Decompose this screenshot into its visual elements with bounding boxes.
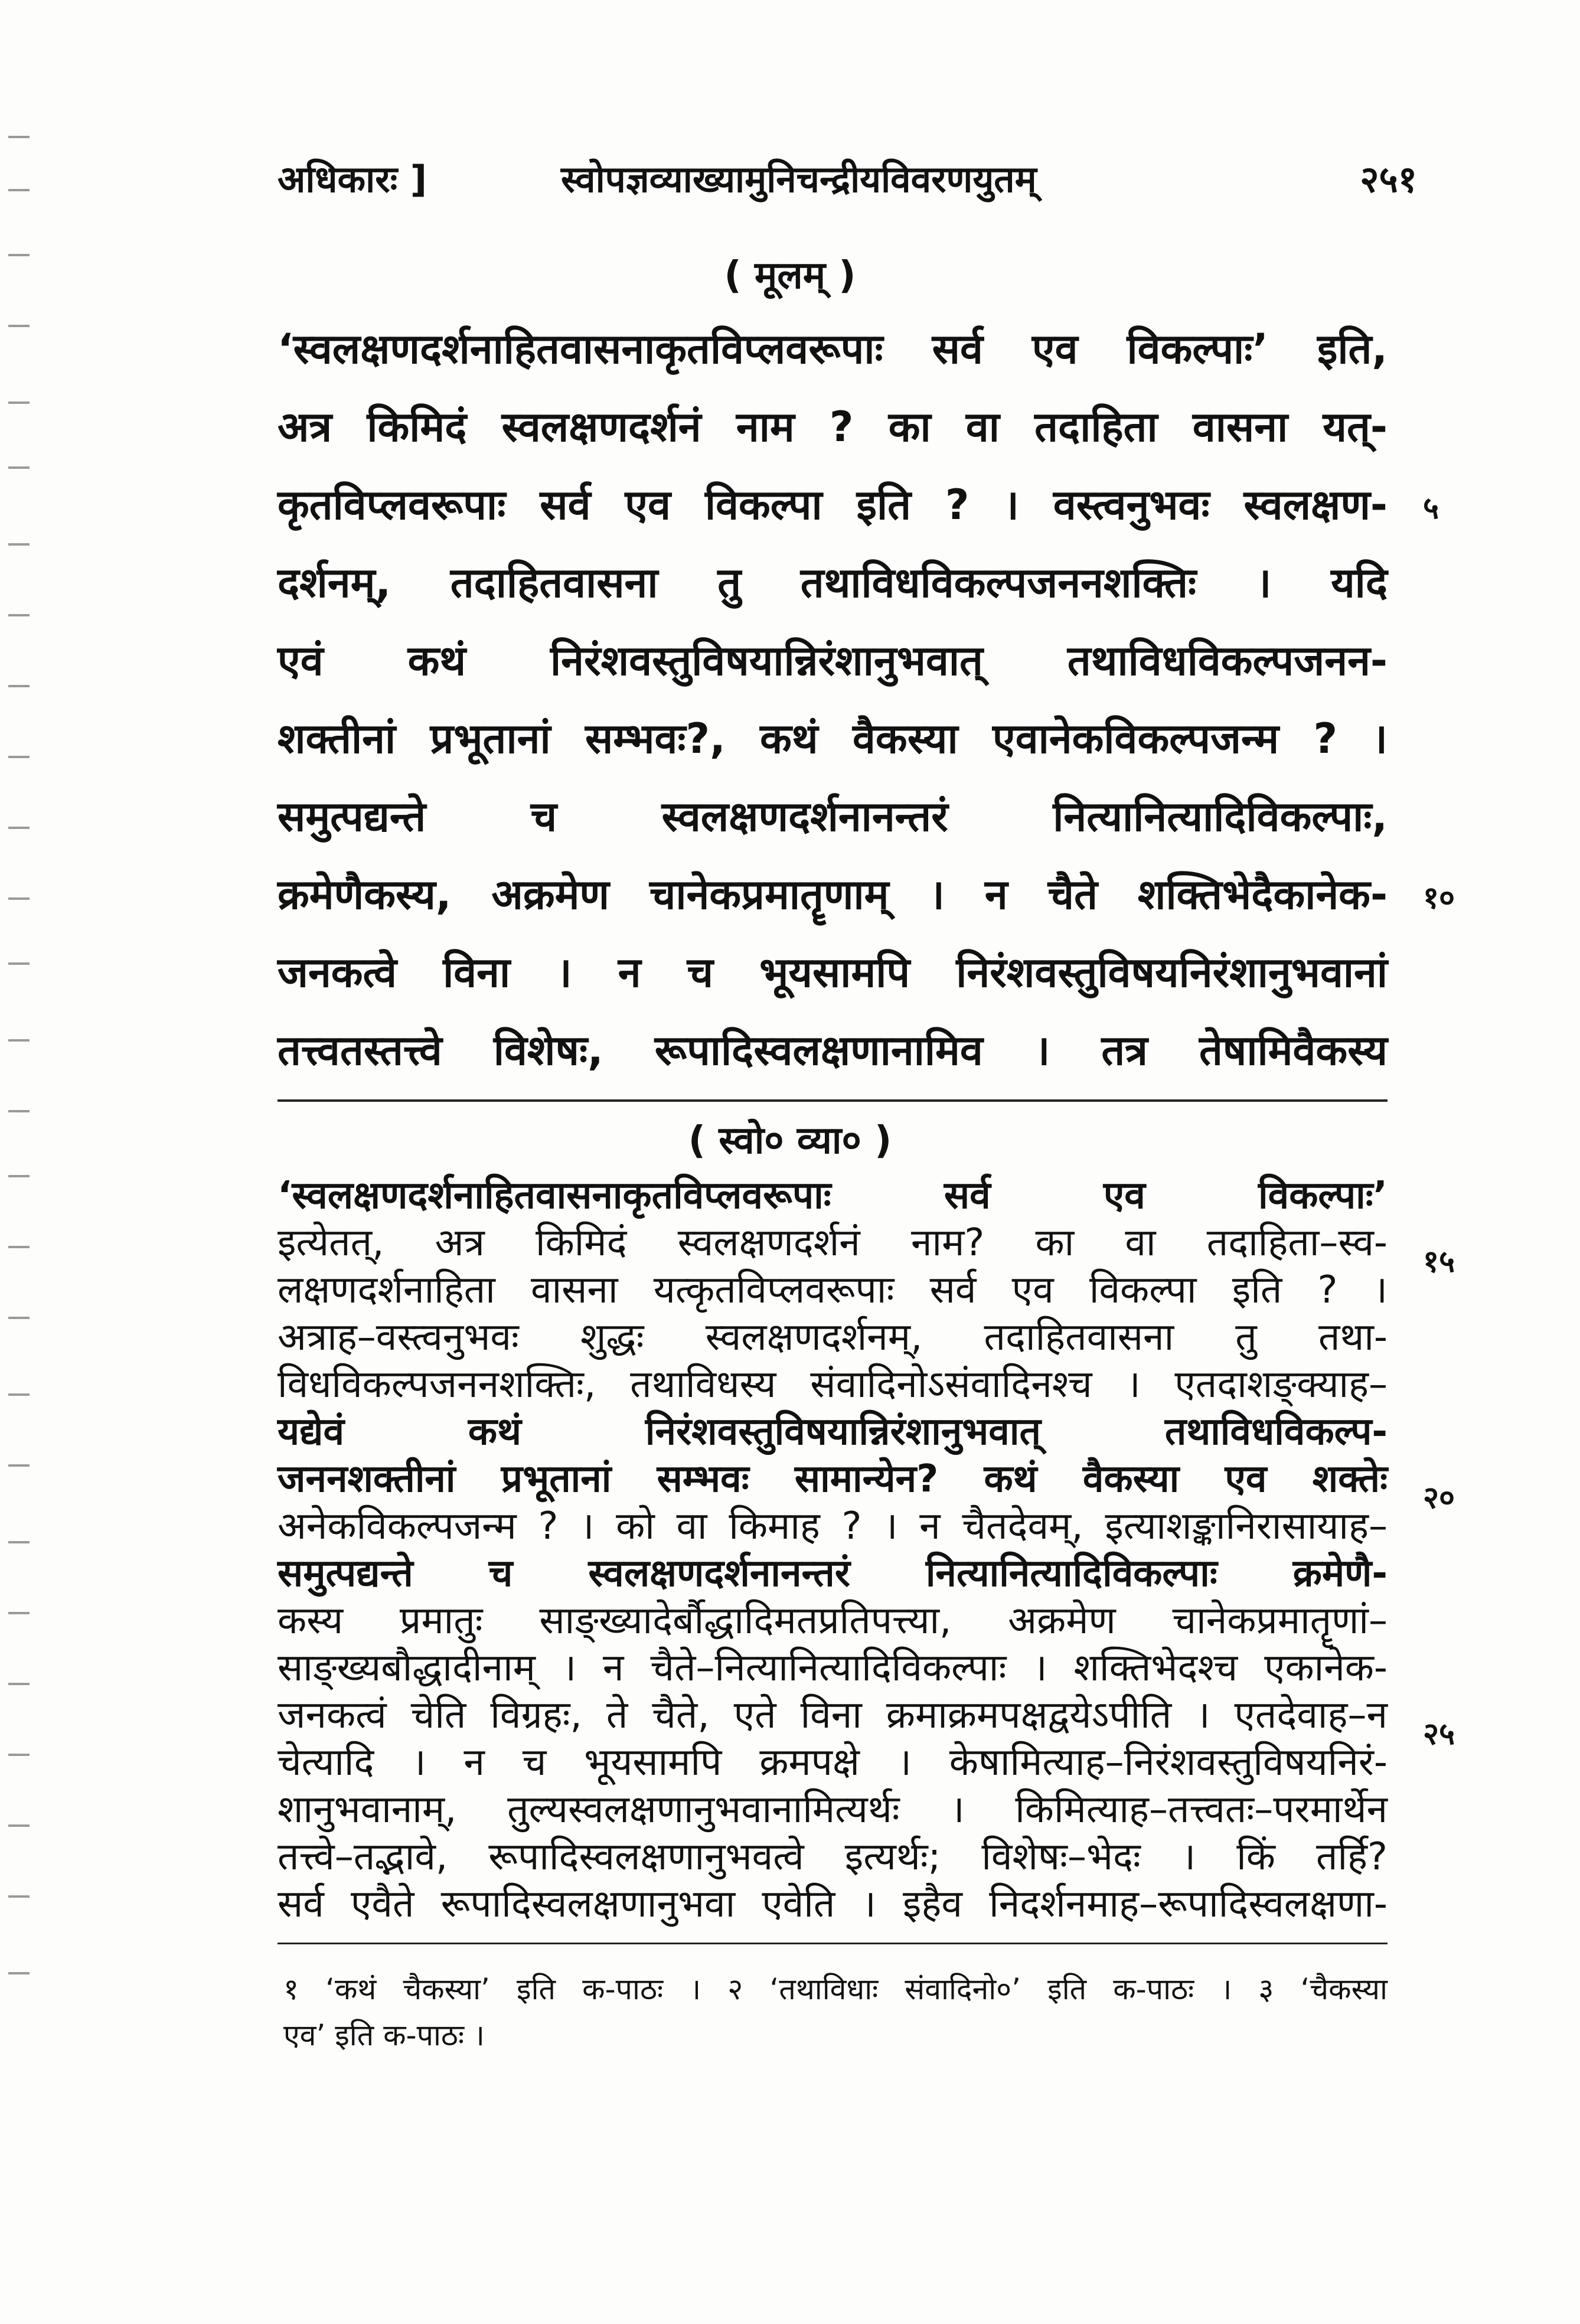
text-line: ‘स्वलक्षणदर्शनाहितवासनाकृतविप्लवरूपाः सर्व एव विकल्पाः’ bbox=[278, 1174, 1388, 1218]
text-line: तत्त्वे–तद्भावे, रूपादिस्वलक्षणानुभवत्वे इत्यर्थः; विशेषः–भेदः । किं तर्हि? bbox=[278, 1835, 1388, 1879]
line-number: २० bbox=[1423, 1480, 1455, 1516]
line-number: ५ bbox=[1423, 491, 1439, 526]
line-number: १५ bbox=[1423, 1244, 1455, 1279]
text-line: शानुभवानाम्, तुल्यस्वलक्षणानुभवानामित्यर्थः । किमित्याह–तत्त्वतः–परमार्थेन bbox=[278, 1788, 1388, 1832]
scan-margin-marks bbox=[8, 136, 32, 2084]
text-line: ‘स्वलक्षणदर्शनाहितवासनाकृतविप्लवरूपाः सर्व एव विकल्पाः’ इति, bbox=[278, 325, 1388, 373]
text-line: चेत्यादि । न च भूयसामपि क्रमपक्षे । केषामित्याह–निरंशवस्तुविषयनिरं- bbox=[278, 1741, 1388, 1784]
mula-text bbox=[278, 310, 1388, 1089]
commentary-text bbox=[278, 1172, 1388, 1928]
line-number: १० bbox=[1423, 880, 1455, 916]
section-divider bbox=[278, 1099, 1388, 1102]
text-line: कृतविप्लवरूपाः सर्व एव विकल्पा इति ? । वस्त्वनुभवः स्वलक्षण- bbox=[278, 481, 1388, 529]
text-line: विधविकल्पजननशक्तिः, तथाविधस्य संवादिनोऽसंवादिनश्च । एतदाशङ्क्याह– bbox=[278, 1363, 1388, 1406]
header-section: अधिकारः ] bbox=[278, 158, 427, 201]
running-header bbox=[278, 154, 1417, 207]
page-number: २५१ bbox=[1360, 158, 1417, 201]
text-line: कस्य प्रमातुः साङ्ख्यादेर्बौद्धादिमतप्रतिपत्त्या, अक्रमेण चानेकप्रमातॄणां– bbox=[278, 1599, 1388, 1643]
text-line: अत्राह–वस्त्वनुभवः शुद्धः स्वलक्षणदर्शनम्, तदाहितवासना तु तथा- bbox=[278, 1316, 1388, 1359]
mula-heading: ( मूलम् ) bbox=[724, 254, 856, 298]
text-line: यद्येवं कथं निरंशवस्तुविषयान्निरंशानुभवात् तथाविधविकल्प- bbox=[278, 1410, 1388, 1454]
text-line: जननशक्तीनां प्रभूतानां सम्भवः सामान्येन? कथं वैकस्या एव शक्तेः bbox=[278, 1457, 1388, 1501]
text-line: जनकत्वं चेति विग्रहः, ते चैते, एते विना क्रमाक्रमपक्षद्वयेऽपीति । एतदेवाह–न bbox=[278, 1693, 1388, 1737]
footnote-line: १ ‘कथं चैकस्या’ इति क-पाठः । २ ‘तथाविधाः संवादिनो०’ इति क-पाठः । ३ ‘चैकस्या bbox=[283, 1972, 1388, 2006]
text-line: दर्शनम्, तदाहितवासना तु तथाविधविकल्पजननशक्तिः । यदि bbox=[278, 559, 1388, 607]
text-line: समुत्पद्यन्ते च स्वलक्षणदर्शनानन्तरं नित्यानित्यादिविकल्पाः, bbox=[278, 792, 1388, 841]
text-line: क्रमेणैकस्य, अक्रमेण चानेकप्रमातॄणाम् । न चैते शक्तिभेदैकानेक- bbox=[278, 870, 1388, 919]
text-line: अनेकविकल्पजन्म ? । को वा किमाह ? । न चैतदेवम्, इत्याशङ्कानिरासायाह– bbox=[278, 1504, 1388, 1548]
text-line: साङ्ख्यबौद्धादीनाम् । न चैते–नित्यानित्यादिविकल्पाः । शक्तिभेदश्च एकानेक- bbox=[278, 1646, 1388, 1690]
text-line: शक्तीनां प्रभूतानां सम्भवः?, कथं वैकस्या एवानेकविकल्पजन्म ? । bbox=[278, 714, 1388, 763]
footnote-divider bbox=[278, 1943, 1388, 1944]
text-line: समुत्पद्यन्ते च स्वलक्षणदर्शनानन्तरं नित्यानित्यादिविकल्पाः क्रमेणै- bbox=[278, 1552, 1388, 1595]
footnote-line: एव’ इति क-पाठः । bbox=[283, 2018, 485, 2052]
text-line: इत्येतत्, अत्र किमिदं स्वलक्षणदर्शनं नाम? का वा तदाहिता–स्व- bbox=[278, 1221, 1388, 1265]
text-line: लक्षणदर्शनाहिता वासना यत्कृतविप्लवरूपाः सर्व एव विकल्पा इति ? । bbox=[278, 1268, 1388, 1312]
text-line: तत्त्वतस्तत्त्वे विशेषः, रूपादिस्वलक्षणानामिव । तत्र तेषामिवैकस्य bbox=[278, 1026, 1388, 1075]
line-number: २५ bbox=[1423, 1716, 1455, 1752]
text-line: अत्र किमिदं स्वलक्षणदर्शनं नाम ? का वा तदाहिता वासना यत्- bbox=[278, 403, 1388, 451]
header-title: स्वोपज्ञव्याख्यामुनिचन्द्रीयविवरणयुतम् bbox=[561, 158, 1037, 201]
text-line: जनकत्वे विना । न च भूयसामपि निरंशवस्तुविषयनिरंशानुभवानां bbox=[278, 948, 1388, 997]
text-line: एवं कथं निरंशवस्तुविषयान्निरंशानुभवात् तथाविधविकल्पजनन- bbox=[278, 637, 1388, 685]
footnotes bbox=[283, 1966, 1388, 2058]
text-line: सर्व एवैते रूपादिस्वलक्षणानुभवा एवेति । इहैव निदर्शनमाह–रूपादिस्वलक्षणा- bbox=[278, 1882, 1388, 1926]
commentary-heading: ( स्वो० व्या० ) bbox=[688, 1119, 892, 1163]
